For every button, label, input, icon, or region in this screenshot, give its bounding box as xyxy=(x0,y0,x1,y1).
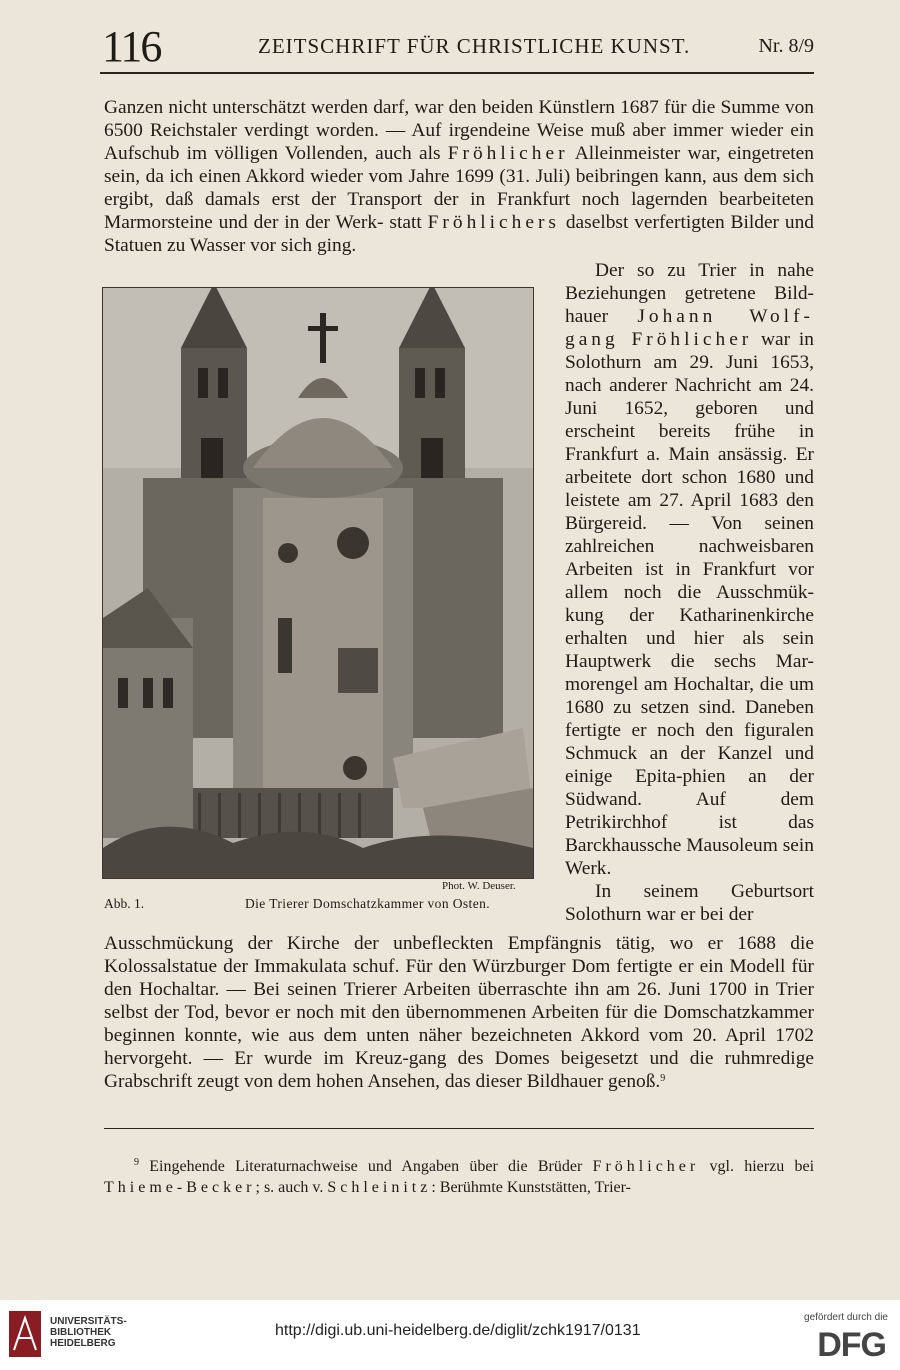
spaced-name: Thieme-Becker xyxy=(104,1179,256,1196)
text-run: war in Solothurn am 29. Juni 1653, nach anderer Nachricht am 24. Juni 1652, geboren und erscheint bereits frühe in Frankfurt a. Main ansässig. Er arbeitete dort schon 1680 und leistete am 27. April 1683 den Bürgereid. — Von seinen zahlreichen nachweisbaren Arbeiten ist in Frankfurt vor allem noch die Ausschmük-kung der Katharinenkirche erhalten und hier als sein Hauptwerk die sechs Mar-morengel am Hochaltar, die um 1680 zu setzen sind. Daneben fertigte er noch den figuralen Schmuck an der Kanzel und einige Epita-phien an der Südwand. Auf dem Petrikirchhof ist das Barckhaussche Mausoleum sein Werk. xyxy=(565,329,814,879)
footnote xyxy=(104,1140,814,1214)
text-line: Alleinmeister war, eingetreten sein, da ich einen Akkord wieder vom Jahre 1699 xyxy=(104,143,814,187)
viewer-footer xyxy=(0,1300,900,1370)
figure-photo-cathedral xyxy=(102,287,534,879)
spaced-name: Johann Wolf-gang Fröhlicher xyxy=(565,306,814,350)
spaced-name: Schleinitz xyxy=(327,1179,432,1196)
spaced-name: Fröhlichers xyxy=(427,212,560,233)
footnote-text: Eingehende Literaturnachweise und Angaben über die Brüder xyxy=(139,1158,593,1175)
text-line: aber immer wieder ein Aufschub im völligen Vollenden, auch als xyxy=(104,120,814,164)
text-run: Der so zu Trier in nahe Beziehungen getretene Bild-hauer xyxy=(565,260,814,327)
page-header xyxy=(100,22,814,72)
page-number: 116 xyxy=(102,22,161,71)
sponsor-note: gefördert durch die xyxy=(804,1312,888,1323)
figure-label: Abb. 1. xyxy=(104,896,145,911)
footnote-reference[interactable]: 9 xyxy=(660,1073,666,1084)
dfg-logo[interactable]: DFG xyxy=(817,1326,886,1364)
text-line: der in Frankfurt noch lagernden bearbeiteten Marmorsteine und der in der Werk- xyxy=(104,189,814,233)
paragraph-bottom xyxy=(104,932,814,1093)
footnote-text: : Berühmte Kunststätten, Trier- xyxy=(431,1179,631,1196)
text-line: statt xyxy=(389,212,428,233)
text-line: Summe von 6500 Reichstaler verdingt worden. — Auf irgendeine Weise muß xyxy=(104,97,815,141)
header-rule xyxy=(100,72,814,74)
text-run: In seinem Geburtsort Solothurn war er bei der xyxy=(565,881,814,925)
footnote-text: ; s. auch v. xyxy=(255,1179,328,1196)
text-line: (31. Juli) beibringen kann, aus dem sich ergibt, daß damals erst der Transport xyxy=(104,166,814,210)
footnote-marker: 9 xyxy=(134,1157,139,1168)
source-url-link[interactable]: http://digi.ub.uni-heidelberg.de/diglit/zchk1917/0131 xyxy=(275,1322,641,1339)
issue-number: Nr. 8/9 xyxy=(758,35,814,57)
cathedral-photo-illustration xyxy=(103,288,533,878)
spaced-name: Fröhlicher xyxy=(592,1158,700,1175)
figure-caption: Die Trierer Domschatzkammer von Osten. xyxy=(245,896,491,911)
footnote-rule xyxy=(104,1128,814,1129)
paragraph-right-column xyxy=(565,259,814,926)
paragraph-top xyxy=(104,96,814,257)
library-name[interactable]: UNIVERSITÄTS- BIBLIOTHEK HEIDELBERG xyxy=(50,1316,127,1349)
library-seal-icon xyxy=(8,1310,42,1358)
journal-title: ZEITSCHRIFT FÜR CHRISTLICHE KUNST. xyxy=(258,34,691,58)
photo-credit: Phot. W. Deuser. xyxy=(442,880,516,892)
text-run: Ausschmückung der Kirche der unbefleckten Empfängnis tätig, wo er 1688 die Kolossalstatue der Immakulata schuf. Für den Würzburger Dom fertigte er ein Modell für den Hochaltar. — Bei seinen Trierer Arbeiten überraschte ihn am 26. Juni 1700 in Trier selbst der Tod, bevor er noch mit den übernommenen Arbeiten für die Domschatzkammer beginnen konnte, wie aus dem unten näher bezeichneten Akkord vom 20. April 1702 hervorgeht. — Er wurde im Kreuz-gang des Domes beigesetzt und die ruhmredige Grabschrift zeugt von dem hohen Ansehen, das dieser Bildhauer genoß. xyxy=(104,933,814,1092)
footnote-text: vgl. hierzu bei xyxy=(699,1158,815,1175)
text-line: daselbst verfertigten Bilder und Statuen zu Wasser vor sich ging. xyxy=(104,212,814,256)
spaced-name: Fröhlicher xyxy=(447,143,569,164)
text-line: Ganzen nicht unterschätzt werden darf, war den beiden Künstlern 1687 für die xyxy=(104,97,716,118)
